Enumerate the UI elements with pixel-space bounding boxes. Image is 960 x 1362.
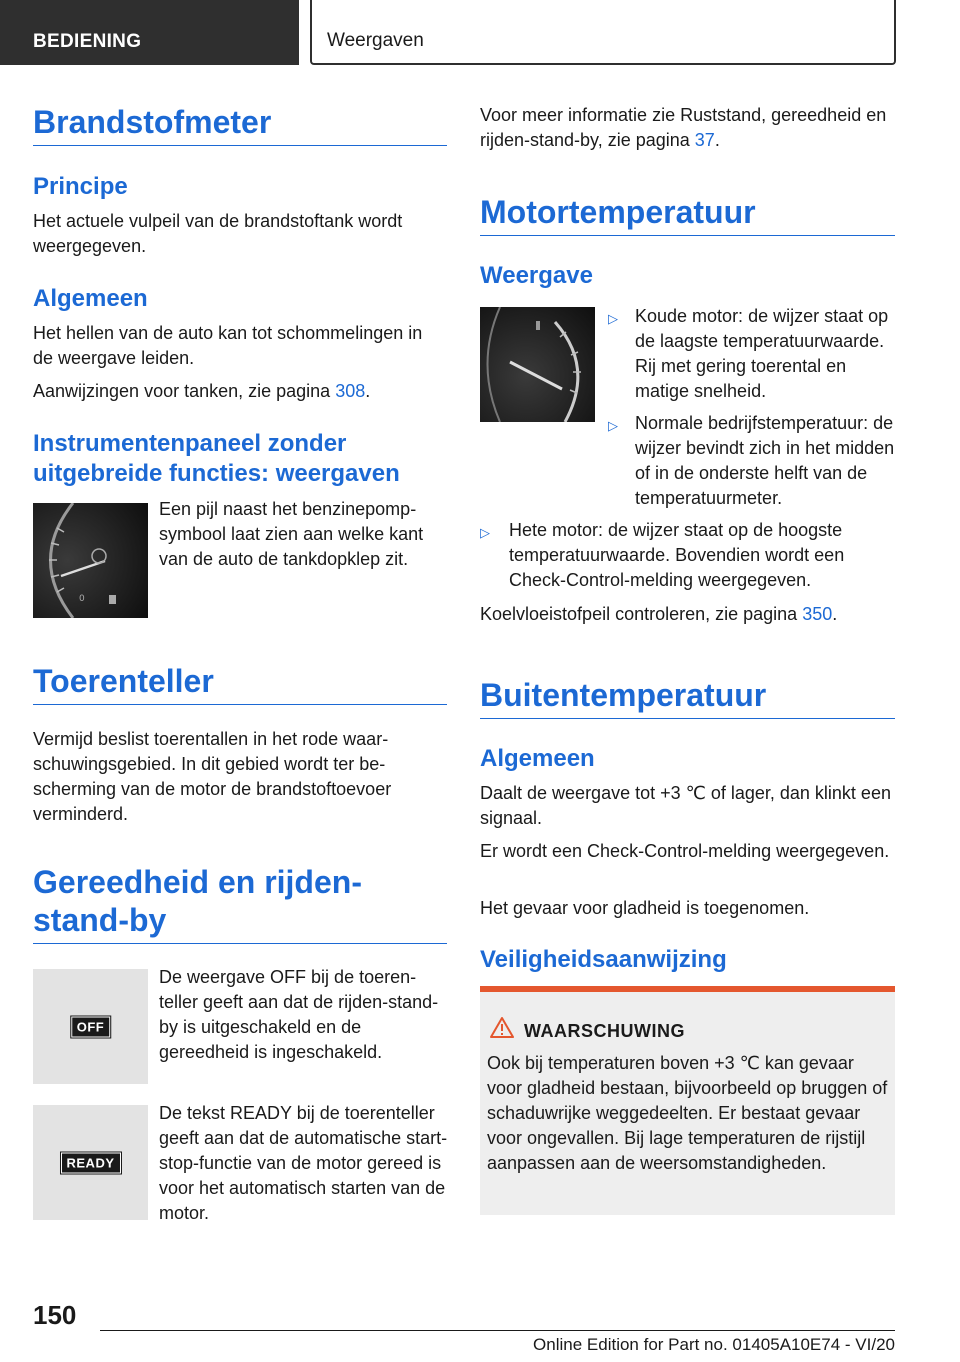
heading-gereedheid: Gereedheid en rijden-stand-by: [33, 863, 447, 944]
warning-triangle-icon: [490, 1016, 514, 1040]
svg-text:0: 0: [79, 594, 85, 604]
page-link-350[interactable]: 350: [802, 604, 833, 624]
buiten-text-3: Het gevaar voor gladheid is toegenomen.: [480, 898, 810, 918]
page-number: 150: [33, 1300, 77, 1330]
section-label: BEDIENING: [33, 31, 142, 52]
triangle-bullet-icon: ▷: [608, 311, 618, 326]
warning-title: WAARSCHUWING: [524, 1021, 685, 1041]
off-indicator-image: [33, 969, 148, 1084]
ready-badge: READY: [60, 1152, 120, 1173]
fuel-gauge-image: [33, 503, 148, 618]
heading-algemeen-buiten: Algemeen: [480, 745, 595, 772]
ruststand-ref-text: Voor meer informatie zie Ruststand, gereedheid en rijden-stand-by, zie pagina: [480, 105, 887, 150]
heading-algemeen: Algemeen: [33, 285, 148, 312]
heading-toerenteller: Toerenteller: [33, 662, 447, 705]
koelvloeistof-ref: Koelvloeistofpeil controleren, zie pagina 350.: [480, 604, 838, 624]
bullet-normale-temperatuur: [608, 411, 898, 511]
bullet-koude-motor: [608, 304, 898, 404]
heading-instrumentenpaneel: Instrumentenpaneel zonder uitgebreide functies: weergaven: [33, 430, 400, 487]
buiten-text-2: Er wordt een Check-Control-melding weergegeven.: [480, 841, 890, 861]
buiten-text-1: Daalt de weergave tot +3 ℃ of lager, dan klinkt een signaal.: [480, 783, 891, 828]
footer-edition: Online Edition for Part no. 01405A10E74 - VI/20: [533, 1335, 895, 1354]
heading-motortemperatuur: Motortemperatuur: [480, 193, 895, 236]
heading-principe: Principe: [33, 173, 128, 200]
bullet-text: Hete motor: de wijzer staat op de hoogste temperatuurwaarde. Bovendien wordt een Check-Control-melding weergegeven.: [509, 520, 845, 590]
ready-indicator-image: [33, 1105, 148, 1220]
off-text: De weergave OFF bij de toerenteller geeft aan dat de rijden-stand-by is uitgeschakeld en de gereedheid is ingeschakeld.: [159, 967, 439, 1062]
section-tab: [0, 0, 299, 65]
heading-brandstofmeter: Brandstofmeter: [33, 103, 447, 146]
warning-body: Ook bij temperaturen boven +3 ℃ kan gevaar voor gladheid bestaan, bijvoorbeeld op bruggen of schaduwrijke weggedeelten. Er bestaat gevaar voor ongevallen. Bij lage temperaturen de rijstijl aanpassen aan de weersomstandigheden.: [487, 1053, 888, 1173]
tanken-ref: Aanwijzingen voor tanken, zie pagina 308.: [33, 381, 371, 401]
bullet-hete-motor: [480, 518, 895, 593]
heading-buitentemperatuur: Buitentemperatuur: [480, 676, 895, 719]
ruststand-ref: Voor meer informatie zie Ruststand, gereedheid en rijden-stand-by, zie pagina 37.: [480, 105, 887, 150]
bullet-text: Normale bedrijfstemperatuur: de wijzer bevindt zich in het midden of in de onderste helft van de temperatuurmeter.: [635, 413, 895, 508]
page-link-308[interactable]: 308: [335, 381, 366, 401]
bullet-text: Koude motor: de wijzer staat op de laagste temperatuurwaarde. Rij met gering toerental en matige snelheid.: [635, 306, 889, 401]
tanken-ref-text: Aanwijzingen voor tanken, zie pagina: [33, 381, 336, 401]
chapter-label: Weergaven: [327, 30, 424, 51]
footer-divider: [100, 1330, 895, 1331]
fuel-gauge-text: Een pijl naast het benzinepompsymbool laat zien aan welke kant van de auto de tankdopklep zit.: [159, 499, 424, 569]
warning-box: [480, 986, 895, 1215]
heading-veiligheidsaanwijzing: Veiligheidsaanwijzing: [480, 946, 727, 973]
ready-text: De tekst READY bij de toerenteller geeft aan dat de automatische start-stop-functie van de motor gereed is voor het automatisch starten van de motor.: [159, 1103, 448, 1223]
chapter-tab: [310, 0, 896, 65]
temperature-gauge-image: [480, 307, 595, 422]
toerenteller-text: Vermijd beslist toerentallen in het rode waarschuwingsgebied. In dit gebied wordt ter bescherming van de motor de brandstoftoevoer verminderd.: [33, 729, 392, 824]
page-link-37[interactable]: 37: [694, 130, 715, 150]
off-badge: OFF: [71, 1016, 111, 1037]
koelvloeistof-ref-text: Koelvloeistofpeil controleren, zie pagina: [480, 604, 803, 624]
algemeen-text: Het hellen van de auto kan tot schommelingen in de weergave leiden.: [33, 323, 423, 368]
heading-weergave: Weergave: [480, 262, 593, 289]
triangle-bullet-icon: ▷: [608, 418, 618, 433]
principe-text: Het actuele vulpeil van de brandstoftank wordt weergegeven.: [33, 211, 403, 256]
triangle-bullet-icon: ▷: [480, 525, 490, 540]
